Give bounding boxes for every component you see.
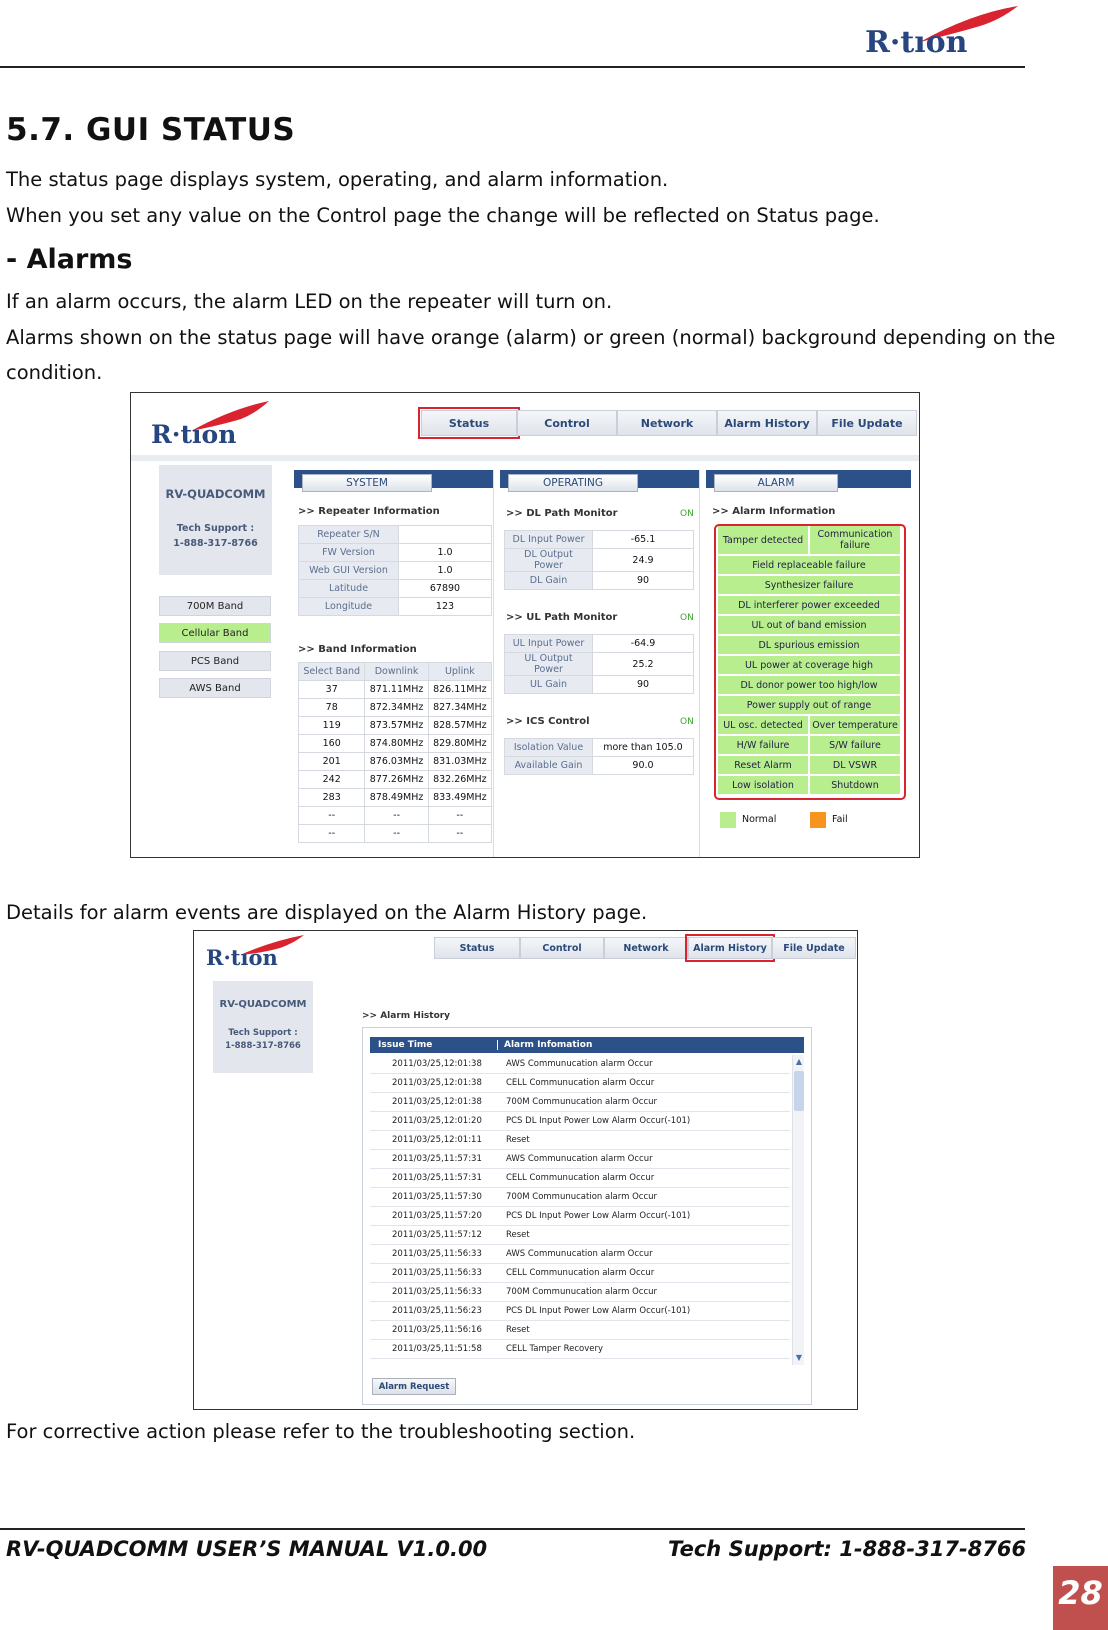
alarm-status-cell: Synthesizer failure — [718, 576, 900, 594]
status-logo — [151, 399, 271, 453]
row-label: DL Gain — [505, 572, 593, 590]
table-row — [299, 562, 492, 580]
band-cell: -- — [365, 825, 428, 843]
tab-network[interactable]: Network — [604, 937, 688, 959]
band-cell: 828.57MHz — [428, 717, 491, 735]
tab-alarm-history[interactable]: Alarm History — [688, 937, 772, 959]
system-panel — [294, 470, 494, 858]
band-cell: 872.34MHz — [365, 699, 428, 717]
operating-panel — [500, 470, 700, 858]
paragraph: Details for alarm events are displayed on the Alarm History page. — [6, 901, 648, 924]
alarm-history-header — [370, 1037, 804, 1053]
tab-control[interactable]: Control — [517, 410, 617, 436]
alarm-history-screenshot — [193, 930, 858, 1410]
row-value: 123 — [399, 598, 492, 616]
issue-time: 2011/03/25,12:01:38 — [392, 1097, 482, 1107]
row-label: Isolation Value — [505, 739, 593, 757]
alarm-info: AWS Communucation alarm Occur — [506, 1154, 653, 1164]
alarm-info: AWS Communucation alarm Occur — [506, 1059, 653, 1069]
history-nav-tabs — [434, 937, 856, 959]
scroll-up-icon[interactable]: ▲ — [795, 1057, 803, 1066]
device-name: RV-QUADCOMM — [219, 999, 307, 1010]
alarm-info: Reset — [506, 1230, 530, 1240]
table-row — [370, 1302, 790, 1321]
alarm-status-cell: S/W failure — [810, 736, 900, 754]
table-row — [299, 544, 492, 562]
band-info-heading: >> Band Information — [298, 644, 417, 655]
row-value: more than 105.0 — [593, 739, 694, 757]
band-cell: 833.49MHz — [428, 789, 491, 807]
table-row — [299, 598, 492, 616]
legend-fail-label: Fail — [832, 814, 848, 825]
tab-alarm-history[interactable]: Alarm History — [717, 410, 817, 436]
table-row — [299, 681, 492, 699]
band-cell: 877.26MHz — [365, 771, 428, 789]
legend-normal-label: Normal — [742, 814, 777, 825]
status-nav-tabs — [421, 410, 917, 436]
issue-time: 2011/03/25,12:01:38 — [392, 1078, 482, 1088]
row-label: Available Gain — [505, 757, 593, 775]
alarm-info-heading: >> Alarm Information — [712, 506, 836, 517]
band-pcs-button[interactable]: PCS Band — [159, 651, 271, 671]
footer-tech-support: Tech Support: 1-888-317-8766 — [668, 1537, 1027, 1561]
table-row — [370, 1093, 790, 1112]
alarm-status-cell: H/W failure — [718, 736, 808, 754]
table-row — [299, 789, 492, 807]
row-label: Repeater S/N — [299, 526, 399, 544]
history-logo — [206, 933, 306, 973]
row-value: -64.9 — [593, 635, 694, 653]
alarm-info: 700M Communucation alarm Occur — [506, 1097, 658, 1107]
table-row — [370, 1283, 790, 1302]
band-cell: 878.49MHz — [365, 789, 428, 807]
band-cell: 37 — [299, 681, 365, 699]
alarm-info: CELL Tamper Recovery — [506, 1344, 603, 1354]
alarm-status-cell: Reset Alarm — [718, 756, 808, 774]
legend-normal-swatch — [720, 812, 736, 828]
band-col-header: Uplink — [428, 663, 491, 681]
legend-fail-swatch — [810, 812, 826, 828]
alarm-status-cell: DL interferer power exceeded — [718, 596, 900, 614]
alarm-status-cell: DL VSWR — [810, 756, 900, 774]
band-col-header: Select Band — [299, 663, 365, 681]
row-value — [399, 526, 492, 544]
row-label: UL Output Power — [505, 653, 593, 676]
band-cell: -- — [365, 807, 428, 825]
band-cell: -- — [299, 807, 365, 825]
page-number: 28 — [1053, 1566, 1108, 1622]
tab-status[interactable]: Status — [421, 410, 517, 436]
band-aws-button[interactable]: AWS Band — [159, 678, 271, 698]
alarm-status-cell: Over temperature — [810, 716, 900, 734]
repeater-info-heading: >> Repeater Information — [298, 506, 440, 517]
tab-file-update[interactable]: File Update — [817, 410, 917, 436]
table-row — [370, 1321, 790, 1340]
row-label: Web GUI Version — [299, 562, 399, 580]
tab-network[interactable]: Network — [617, 410, 717, 436]
band-cell: 831.03MHz — [428, 753, 491, 771]
issue-time: 2011/03/25,12:01:11 — [392, 1135, 482, 1145]
row-value: 24.9 — [593, 549, 694, 572]
device-name: RV-QUADCOMM — [165, 487, 266, 501]
row-value: 1.0 — [399, 562, 492, 580]
alarm-status-cell: DL donor power too high/low — [718, 676, 900, 694]
operating-tab: OPERATING — [508, 474, 638, 492]
issue-time: 2011/03/25,11:57:20 — [392, 1211, 482, 1221]
alarm-status-cell: Tamper detected — [718, 526, 808, 554]
status-page-screenshot — [130, 392, 920, 858]
row-value: 90.0 — [593, 757, 694, 775]
table-row — [299, 825, 492, 843]
alarm-status-cell: UL osc. detected — [718, 716, 808, 734]
scroll-thumb[interactable] — [794, 1071, 804, 1111]
alarm-status-cell: UL power at coverage high — [718, 656, 900, 674]
table-row — [370, 1245, 790, 1264]
issue-time: 2011/03/25,11:57:31 — [392, 1173, 482, 1183]
support-label: Tech Support : — [176, 523, 255, 534]
history-scrollbar[interactable] — [792, 1055, 804, 1365]
alarm-panel — [706, 470, 911, 858]
row-label: Longitude — [299, 598, 399, 616]
table-row — [299, 807, 492, 825]
table-row — [370, 1055, 790, 1074]
system-tab: SYSTEM — [302, 474, 432, 492]
issue-time: 2011/03/25,12:01:20 — [392, 1116, 482, 1126]
table-row — [505, 653, 694, 676]
paragraph: For corrective action please refer to the troubleshooting section. — [6, 1420, 636, 1443]
tab-file-update[interactable]: File Update — [772, 937, 856, 959]
table-row — [299, 771, 492, 789]
issue-time: 2011/03/25,11:56:23 — [392, 1306, 482, 1316]
table-row — [505, 757, 694, 775]
table-row — [370, 1340, 790, 1359]
row-label: Latitude — [299, 580, 399, 598]
band-cell: 871.11MHz — [365, 681, 428, 699]
paragraph: The status page displays system, operating, and alarm information. — [6, 168, 669, 191]
paragraph: Alarms shown on the status page will have orange (alarm) or green (normal) background depending on the — [6, 326, 1056, 349]
band-info-table — [298, 662, 492, 843]
band-cell: -- — [428, 807, 491, 825]
band-cell: -- — [428, 825, 491, 843]
table-row — [370, 1150, 790, 1169]
table-row — [370, 1112, 790, 1131]
alarm-info: PCS DL Input Power Low Alarm Occur(-101) — [506, 1211, 691, 1221]
table-row — [299, 717, 492, 735]
table-row — [505, 572, 694, 590]
section-title: 5.7. GUI STATUS — [6, 112, 296, 148]
col-issue-time: Issue Time — [370, 1040, 498, 1050]
issue-time: 2011/03/25,11:57:12 — [392, 1230, 482, 1240]
tab-status[interactable]: Status — [434, 937, 520, 959]
table-row — [505, 549, 694, 572]
row-label: DL Input Power — [505, 531, 593, 549]
support-phone: 1-888-317-8766 — [225, 1041, 301, 1051]
table-row — [299, 753, 492, 771]
ul-on-indicator: ON — [680, 613, 694, 623]
row-value: 25.2 — [593, 653, 694, 676]
row-value: 90 — [593, 676, 694, 694]
rtion-logo — [860, 4, 1030, 64]
ul-path-table — [504, 634, 694, 694]
alarm-status-cell: Power supply out of range — [718, 696, 900, 714]
alarm-status-cell: Low isolation — [718, 776, 808, 794]
band-cell: 160 — [299, 735, 365, 753]
band-col-header: Downlink — [365, 663, 428, 681]
table-row — [505, 635, 694, 653]
band-cell: 829.80MHz — [428, 735, 491, 753]
issue-time: 2011/03/25,11:57:30 — [392, 1192, 482, 1202]
alarm-status-cell: Shutdown — [810, 776, 900, 794]
subsection-title: - Alarms — [6, 244, 133, 275]
row-label: DL Output Power — [505, 549, 593, 572]
device-info-box — [159, 465, 272, 575]
row-label: UL Input Power — [505, 635, 593, 653]
alarm-info: PCS DL Input Power Low Alarm Occur(-101) — [506, 1116, 691, 1126]
issue-time: 2011/03/25,11:56:33 — [392, 1268, 482, 1278]
alarm-status-cell: DL spurious emission — [718, 636, 900, 654]
row-label: FW Version — [299, 544, 399, 562]
alarm-info: AWS Communucation alarm Occur — [506, 1249, 653, 1259]
page-number-bar — [1053, 1622, 1108, 1630]
table-row — [370, 1207, 790, 1226]
issue-time: 2011/03/25,12:01:38 — [392, 1059, 482, 1069]
paragraph: If an alarm occurs, the alarm LED on the repeater will turn on. — [6, 290, 613, 313]
alarm-info: PCS DL Input Power Low Alarm Occur(-101) — [506, 1306, 691, 1316]
table-row — [505, 531, 694, 549]
table-row — [505, 739, 694, 757]
alarm-status-cell: Field replaceable failure — [718, 556, 900, 574]
alarm-info: CELL Communucation alarm Occur — [506, 1078, 655, 1088]
band-cell: 874.80MHz — [365, 735, 428, 753]
header-rule — [0, 66, 1025, 68]
band-700m-button[interactable]: 700M Band — [159, 596, 271, 616]
ics-on-indicator: ON — [680, 717, 694, 727]
dl-path-table — [504, 530, 694, 590]
alarm-highlight-box — [714, 524, 906, 800]
row-value: -65.1 — [593, 531, 694, 549]
svg-text:R·tıon: R·tıon — [151, 420, 237, 449]
band-cell: 283 — [299, 789, 365, 807]
table-row — [299, 526, 492, 544]
support-phone: 1-888-317-8766 — [173, 538, 258, 549]
row-label: UL Gain — [505, 676, 593, 694]
band-cell: 832.26MHz — [428, 771, 491, 789]
dl-path-heading: >> DL Path Monitor — [506, 508, 618, 519]
band-cellular-button[interactable]: Cellular Band — [159, 623, 271, 643]
scroll-down-icon[interactable]: ▼ — [795, 1353, 803, 1362]
alarm-info: CELL Communucation alarm Occur — [506, 1173, 655, 1183]
table-row — [299, 580, 492, 598]
paragraph: When you set any value on the Control page the change will be reflected on Status page. — [6, 204, 880, 227]
table-row — [505, 676, 694, 694]
band-cell: 873.57MHz — [365, 717, 428, 735]
table-row — [370, 1169, 790, 1188]
alarm-tab: ALARM — [714, 474, 838, 492]
ics-control-table — [504, 738, 694, 775]
repeater-info-table — [298, 525, 492, 616]
col-alarm-info: Alarm Infomation — [504, 1040, 593, 1050]
alarm-info: Reset — [506, 1325, 530, 1335]
tab-control[interactable]: Control — [520, 937, 604, 959]
footer-manual-title: RV-QUADCOMM USER’S MANUAL V1.0.00 — [6, 1537, 488, 1561]
issue-time: 2011/03/25,11:56:33 — [392, 1287, 482, 1297]
band-cell: 119 — [299, 717, 365, 735]
table-row — [370, 1264, 790, 1283]
table-row — [370, 1131, 790, 1150]
row-value: 1.0 — [399, 544, 492, 562]
band-cell: 827.34MHz — [428, 699, 491, 717]
alarm-request-button[interactable]: Alarm Request — [372, 1378, 456, 1395]
alarm-status-cell: Communication failure — [810, 526, 900, 554]
issue-time: 2011/03/25,11:57:31 — [392, 1154, 482, 1164]
issue-time: 2011/03/25,11:56:16 — [392, 1325, 482, 1335]
alarm-info: Reset — [506, 1135, 530, 1145]
band-cell: 242 — [299, 771, 365, 789]
band-cell: -- — [299, 825, 365, 843]
row-value: 90 — [593, 572, 694, 590]
issue-time: 2011/03/25,11:56:33 — [392, 1249, 482, 1259]
table-row — [299, 735, 492, 753]
table-row — [370, 1226, 790, 1245]
band-cell: 826.11MHz — [428, 681, 491, 699]
issue-time: 2011/03/25,11:51:58 — [392, 1344, 482, 1354]
alarm-info: 700M Communucation alarm Occur — [506, 1287, 658, 1297]
ul-path-heading: >> UL Path Monitor — [506, 612, 618, 623]
alarm-history-heading: >> Alarm History — [362, 1011, 451, 1021]
alarm-status-cell: UL out of band emission — [718, 616, 900, 634]
table-row — [370, 1074, 790, 1093]
alarm-info: CELL Communucation alarm Occur — [506, 1268, 655, 1278]
band-cell: 876.03MHz — [365, 753, 428, 771]
svg-text:R·tıon: R·tıon — [206, 945, 278, 969]
row-value: 67890 — [399, 580, 492, 598]
dl-on-indicator: ON — [680, 509, 694, 519]
table-header-row — [299, 663, 492, 681]
table-row — [370, 1188, 790, 1207]
ics-control-heading: >> ICS Control — [506, 716, 590, 727]
table-row — [299, 699, 492, 717]
support-label: Tech Support : — [228, 1028, 298, 1038]
band-cell: 201 — [299, 753, 365, 771]
band-cell: 78 — [299, 699, 365, 717]
paragraph: condition. — [6, 361, 103, 384]
footer-rule — [0, 1528, 1025, 1530]
alarm-info: 700M Communucation alarm Occur — [506, 1192, 658, 1202]
svg-text:R·tıon: R·tıon — [865, 25, 968, 60]
device-info-box — [213, 981, 313, 1073]
